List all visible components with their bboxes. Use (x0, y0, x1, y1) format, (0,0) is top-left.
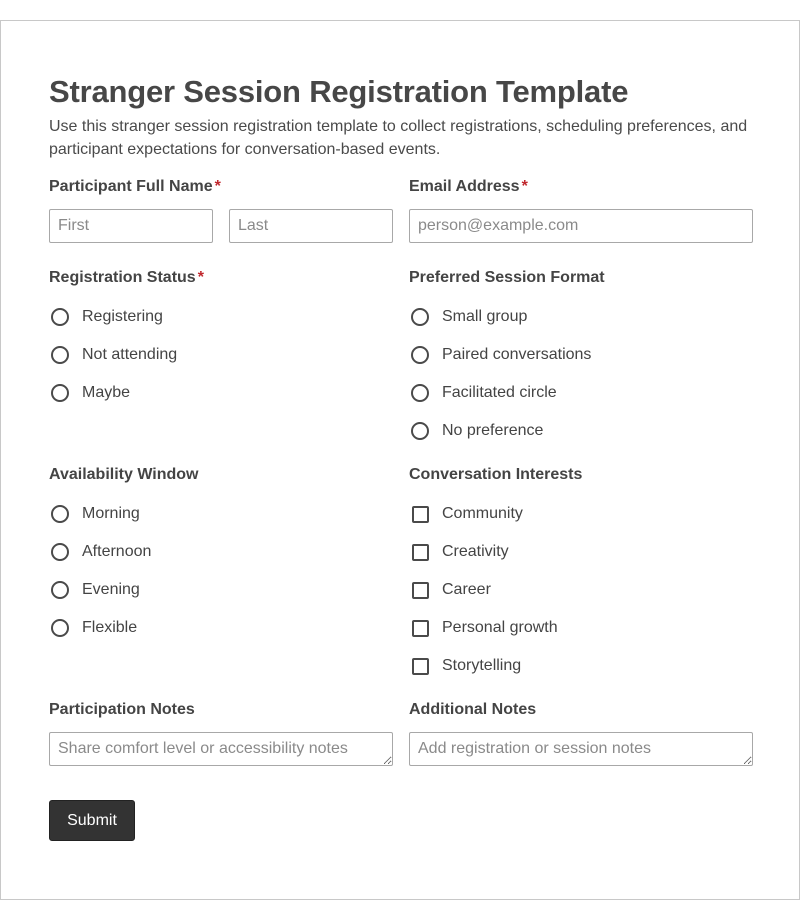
checkbox[interactable] (412, 658, 429, 675)
registration-form (49, 73, 753, 841)
row-name-email (49, 177, 753, 243)
radio-option[interactable] (49, 298, 393, 336)
option-label: No preference (442, 422, 544, 439)
additional-notes-label: Additional Notes (409, 701, 537, 718)
radio-button[interactable] (51, 543, 69, 561)
radio-option[interactable] (49, 571, 393, 609)
checkbox-option[interactable] (409, 533, 753, 571)
option-label: Personal growth (442, 619, 558, 636)
registration-status-options (49, 298, 393, 412)
required-mark: * (197, 269, 204, 286)
row-availability-interests (49, 465, 753, 685)
radio-option[interactable] (409, 412, 753, 450)
session-format-options (409, 298, 753, 450)
radio-button[interactable] (411, 308, 429, 326)
checkbox[interactable] (412, 582, 429, 599)
radio-option[interactable] (49, 533, 393, 571)
interests-field (409, 465, 753, 685)
radio-button[interactable] (51, 346, 69, 364)
option-label: Evening (82, 581, 140, 598)
option-label: Creativity (442, 543, 509, 560)
additional-notes-field (409, 700, 753, 766)
option-label: Maybe (82, 384, 131, 401)
required-mark: * (214, 178, 221, 195)
interests-label: Conversation Interests (409, 466, 583, 483)
radio-button[interactable] (51, 505, 69, 523)
full-name-field (49, 177, 393, 243)
checkbox[interactable] (412, 544, 429, 561)
radio-button[interactable] (51, 581, 69, 599)
option-label: Not attending (82, 346, 178, 363)
option-label: Registering (82, 308, 163, 325)
radio-button[interactable] (51, 308, 69, 326)
option-label: Facilitated circle (442, 384, 557, 401)
radio-button[interactable] (411, 346, 429, 364)
additional-notes-textarea[interactable] (409, 732, 753, 766)
form-container (0, 20, 800, 900)
checkbox-option[interactable] (409, 495, 753, 533)
required-mark: * (521, 178, 528, 195)
email-input[interactable] (409, 209, 753, 243)
radio-option[interactable] (409, 374, 753, 412)
option-label: Career (442, 581, 491, 598)
radio-option[interactable] (49, 609, 393, 647)
session-format-label: Preferred Session Format (409, 269, 605, 286)
radio-button[interactable] (411, 384, 429, 402)
last-name-input[interactable] (229, 209, 393, 243)
option-label: Storytelling (442, 657, 522, 674)
availability-label: Availability Window (49, 466, 199, 483)
radio-option[interactable] (49, 336, 393, 374)
radio-button[interactable] (411, 422, 429, 440)
checkbox-option[interactable] (409, 571, 753, 609)
checkbox[interactable] (412, 620, 429, 637)
radio-option[interactable] (409, 298, 753, 336)
option-label: Afternoon (82, 543, 152, 560)
checkbox-option[interactable] (409, 609, 753, 647)
option-label: Paired conversations (442, 346, 592, 363)
email-label: Email Address * (409, 178, 528, 195)
registration-status-field (49, 268, 393, 450)
session-format-field (409, 268, 753, 450)
first-name-input[interactable] (49, 209, 213, 243)
page-title: Stranger Session Registration Template (49, 74, 629, 109)
row-status-format (49, 268, 753, 450)
full-name-label: Participant Full Name * (49, 178, 221, 195)
checkbox-option[interactable] (409, 647, 753, 685)
participation-notes-textarea[interactable] (49, 732, 393, 766)
radio-option[interactable] (409, 336, 753, 374)
radio-button[interactable] (51, 384, 69, 402)
checkbox[interactable] (412, 506, 429, 523)
name-inputs (49, 209, 393, 243)
email-field (409, 177, 753, 243)
interests-options (409, 495, 753, 685)
radio-option[interactable] (49, 374, 393, 412)
submit-button[interactable]: Submit (49, 800, 135, 841)
radio-option[interactable] (49, 495, 393, 533)
registration-status-label: Registration Status * (49, 269, 204, 286)
row-notes (49, 700, 753, 766)
option-label: Morning (82, 505, 140, 522)
option-label: Flexible (82, 619, 138, 636)
form-description: Use this stranger session registration template to collect registrations, scheduling preferences, and participant expectations for conversation-based events. (49, 118, 748, 158)
option-label: Community (442, 505, 523, 522)
radio-button[interactable] (51, 619, 69, 637)
availability-options (49, 495, 393, 647)
participation-notes-label: Participation Notes (49, 701, 195, 718)
option-label: Small group (442, 308, 528, 325)
participation-notes-field (49, 700, 393, 766)
availability-field (49, 465, 393, 685)
